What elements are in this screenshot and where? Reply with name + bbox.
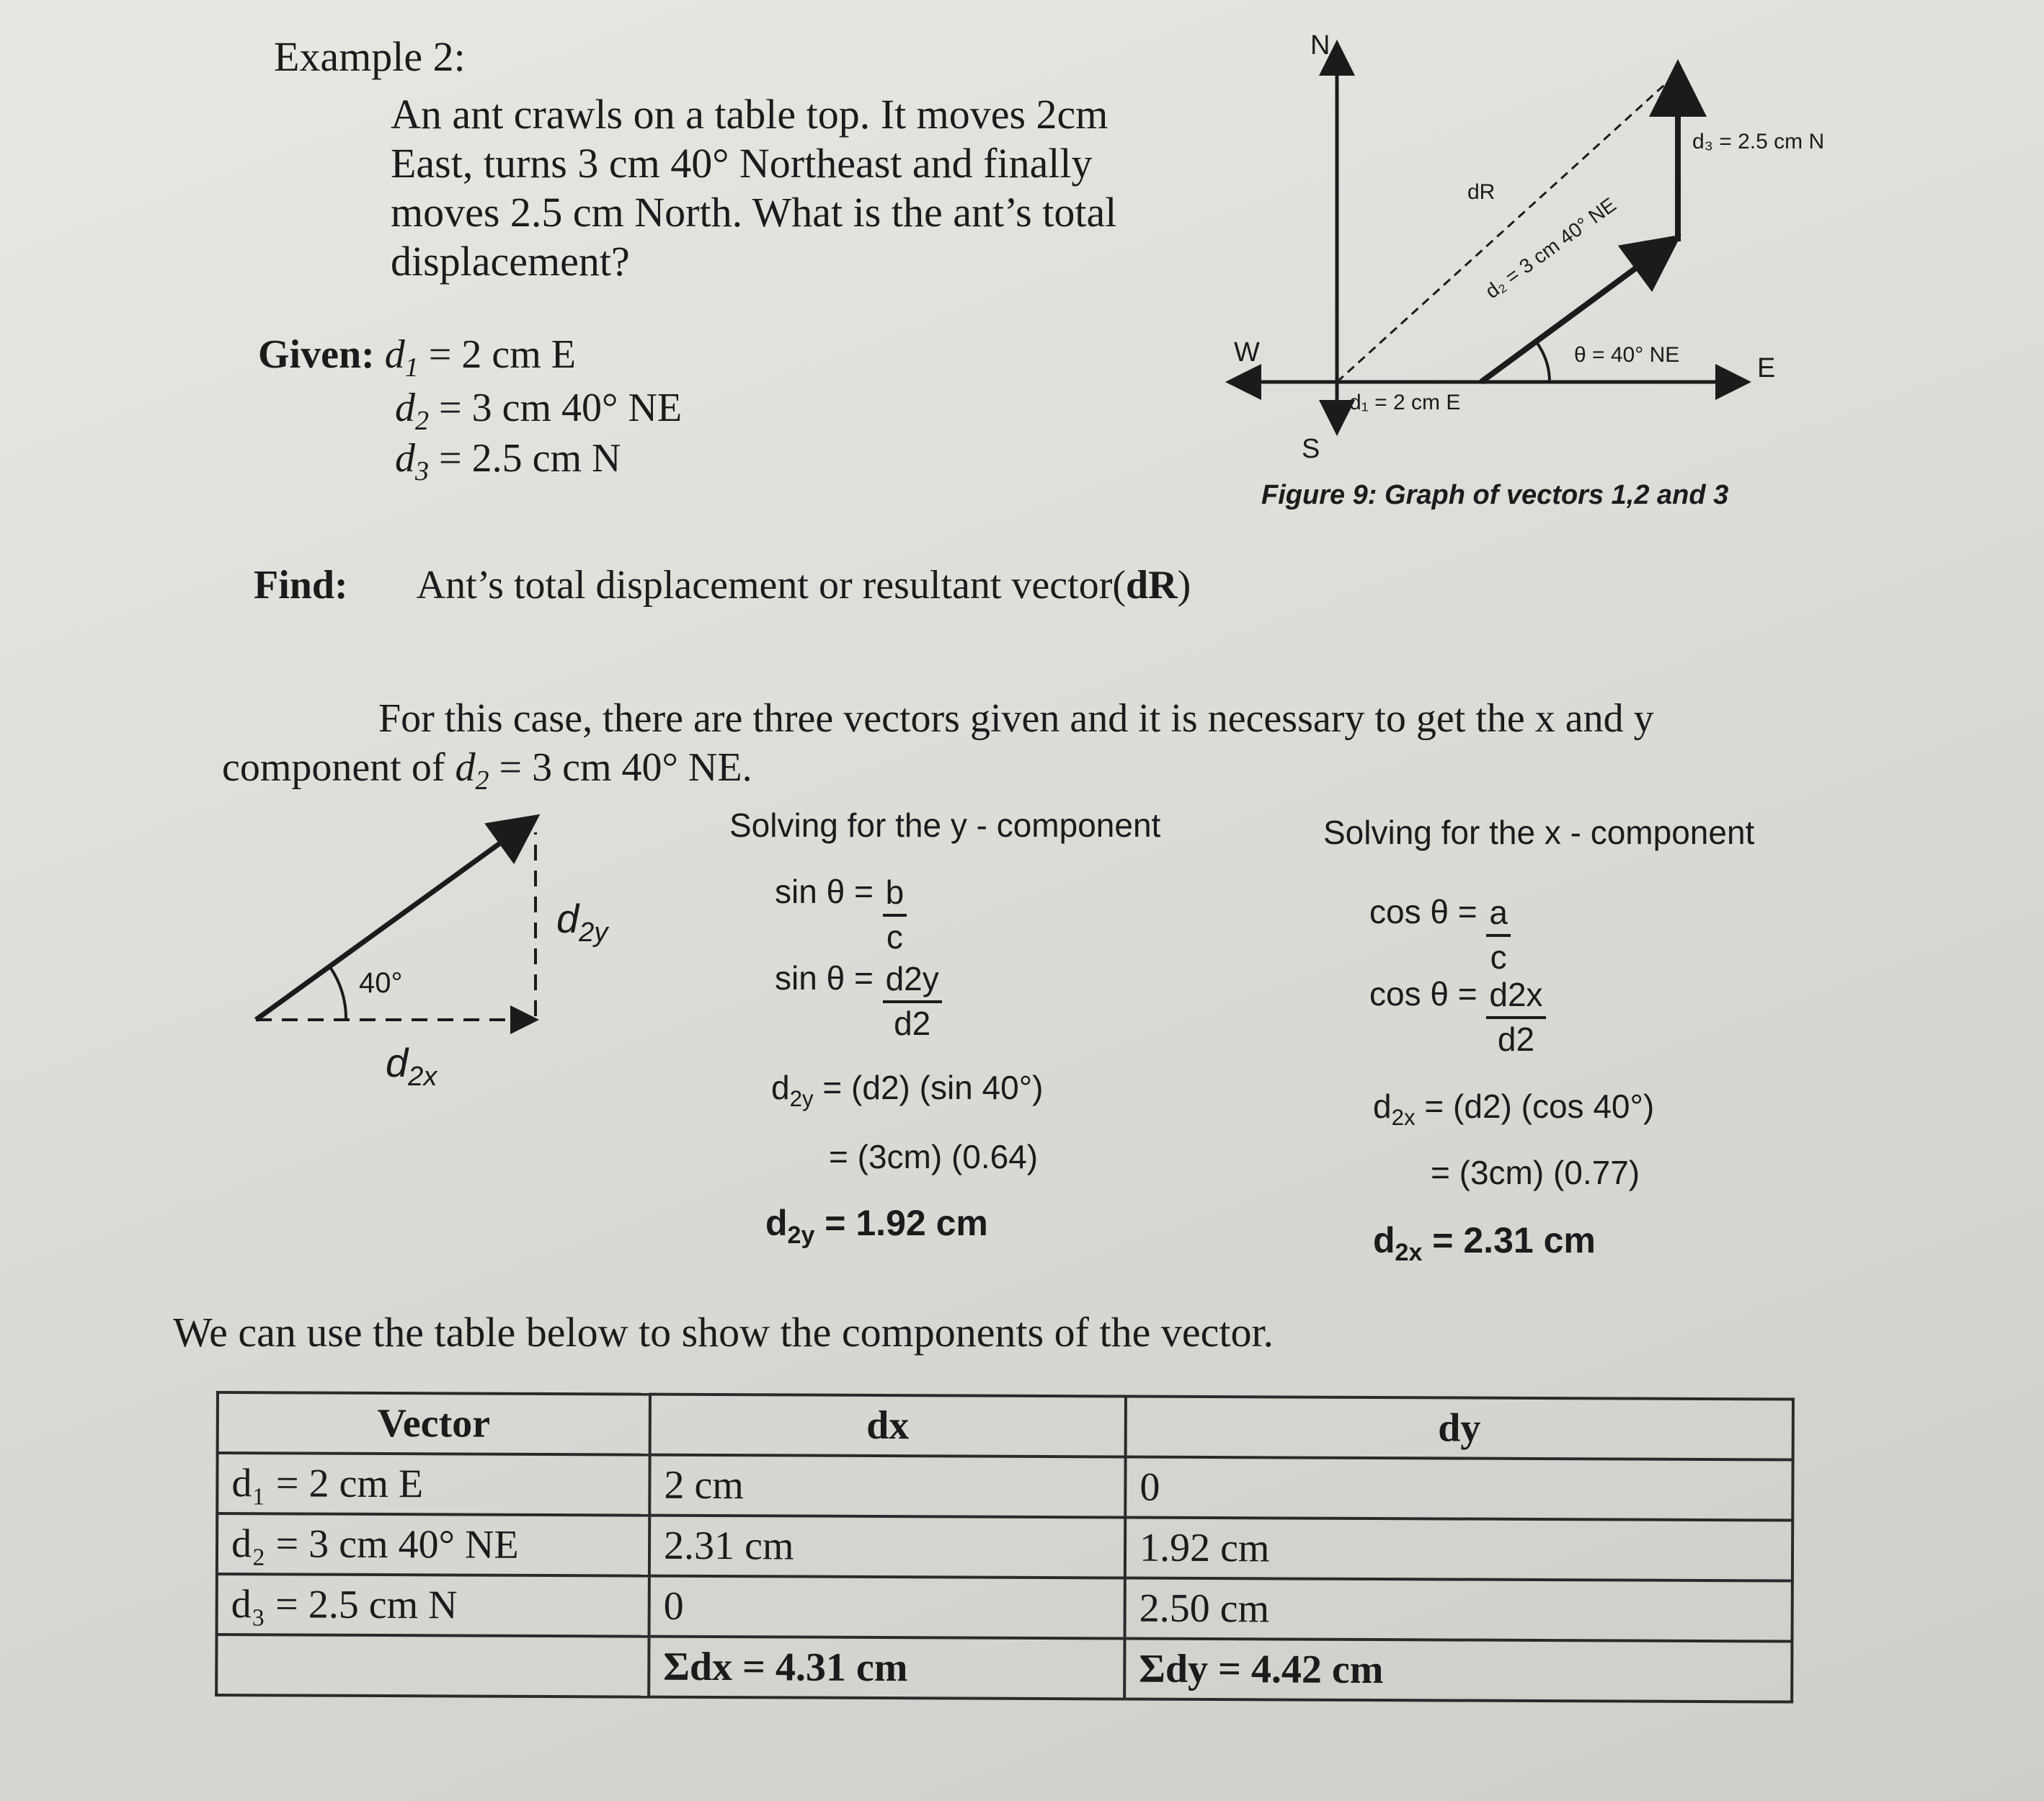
figure-west-label: W: [1234, 337, 1260, 368]
x-cos-components: cos θ = $\frac{d2x}{d2}$: [1369, 974, 1546, 1060]
cell-vector: d₃ = 2.5 cm N: [217, 1574, 649, 1637]
vector-dR: [1337, 78, 1672, 382]
component-triangle: [238, 800, 569, 1045]
cell-vector: d₂ = 3 cm 40° NE: [217, 1513, 649, 1576]
y-result: $d_{2y} = 1.92$ cm: [765, 1203, 988, 1249]
figure-d2-label: d₂ = 3 cm 40° NE: [1481, 193, 1620, 303]
table-row: [217, 1513, 1792, 1581]
given-d3-value: = 2.5 cm N: [439, 436, 621, 481]
given-d1-value: = 2 cm E: [428, 332, 577, 377]
figure-d3-label: d₃ = 2.5 cm N: [1692, 130, 1825, 154]
header-dx: dx: [650, 1395, 1126, 1457]
problem-line-1: An ant crawls on a table top. It moves 2cm: [391, 91, 1108, 138]
x-step-1: $d_{2x} = (d2)$ (cos 40°): [1373, 1088, 1655, 1131]
x-step-2: = (3cm) (0.77): [1431, 1154, 1640, 1191]
cell-sum-dx: Σdx = 4.31 cm: [649, 1637, 1124, 1699]
intro-line-2-value: = 3 cm 40° NE.: [489, 745, 752, 790]
y-step-1: $d_{2y} = (d2)$ (sin 40°): [771, 1069, 1044, 1112]
y-sin-components: sin θ = $\frac{d2y}{d2}$: [775, 959, 942, 1044]
triangle-d2y: $d_{2y}$: [556, 896, 608, 948]
intro-line-1: For this case, there are three vectors given and it is necessary to get the x and y: [378, 696, 1654, 741]
given-d2: $d_2 = 3$ cm 40° NE: [395, 386, 683, 437]
given-d3: $d_3 = 2.5$ cm N: [395, 436, 621, 487]
figure-south-label: S: [1302, 434, 1320, 464]
figure-d1-label: d₁ = 2 cm E: [1349, 391, 1461, 414]
figure-dR-label: dR: [1467, 180, 1496, 204]
given-label: Given:: [258, 332, 375, 377]
figure-east-label: E: [1757, 353, 1776, 383]
header-dy: dy: [1126, 1397, 1793, 1460]
y-sin-formula: sin θ = $\frac{b}{c}$: [775, 872, 907, 958]
find-label: Find:: [254, 563, 348, 608]
problem-line-4: displacement?: [391, 238, 630, 285]
cell-vector: d₁ = 2 cm E: [217, 1453, 649, 1516]
cell-vector: [216, 1635, 649, 1697]
given-d2-value: = 3 cm 40° NE: [439, 386, 683, 430]
table-row: [217, 1574, 1792, 1642]
cell-sum-dy: Σdy = 4.42 cm: [1124, 1639, 1792, 1702]
header-vector: Vector: [218, 1392, 650, 1455]
find-text: Ant’s total displacement or resultant vector(: [416, 563, 1126, 608]
components-table: [215, 1391, 1795, 1704]
cell-dx: 2.31 cm: [649, 1516, 1125, 1578]
x-component-heading: Solving for the x - component: [1323, 814, 1755, 851]
cell-dx: 2 cm: [649, 1455, 1125, 1518]
table-header-row: [218, 1392, 1793, 1460]
table-intro: We can use the table below to show the components of the vector.: [173, 1309, 1274, 1356]
angle-arc: [330, 967, 346, 1020]
cell-dy: 2.50 cm: [1125, 1578, 1792, 1642]
x-cos-formula: cos θ = $\frac{a}{c}$: [1369, 892, 1511, 978]
cell-dy: 0: [1125, 1457, 1792, 1521]
table-sum-row: [216, 1635, 1792, 1702]
problem-line-2: East, turns 3 cm 40° Northeast and finally: [391, 140, 1093, 187]
y-step-2: = (3cm) (0.64): [829, 1138, 1039, 1175]
given-d1: Given: $d_1 = 2$ cm E: [258, 332, 577, 383]
find-dR: dR: [1126, 563, 1178, 608]
figure-north-label: N: [1310, 30, 1330, 61]
example-title: Example 2:: [274, 33, 466, 80]
intro-line-2: component of $d_2 = 3$ cm 40° NE.: [222, 745, 752, 796]
figure-caption: Figure 9: Graph of vectors 1,2 and 3: [1261, 480, 1729, 510]
x-result: $d_{2x} = 2.31$ cm: [1373, 1220, 1596, 1266]
cell-dx: 0: [649, 1576, 1125, 1639]
triangle-d2x: $d_{2x}$: [386, 1040, 437, 1093]
table-row: [217, 1453, 1792, 1521]
problem-line-3: moves 2.5 cm North. What is the ant’s total: [391, 189, 1117, 236]
intro-line-2-prefix: component of: [222, 745, 456, 790]
find-close: ): [1177, 563, 1191, 608]
figure-theta-label: θ = 40° NE: [1574, 343, 1680, 367]
find-line: [254, 562, 1191, 608]
triangle-angle: 40°: [359, 967, 403, 999]
theta-arc: [1537, 342, 1550, 382]
cell-dy: 1.92 cm: [1125, 1518, 1792, 1581]
y-component-heading: Solving for the y - component: [729, 806, 1161, 844]
